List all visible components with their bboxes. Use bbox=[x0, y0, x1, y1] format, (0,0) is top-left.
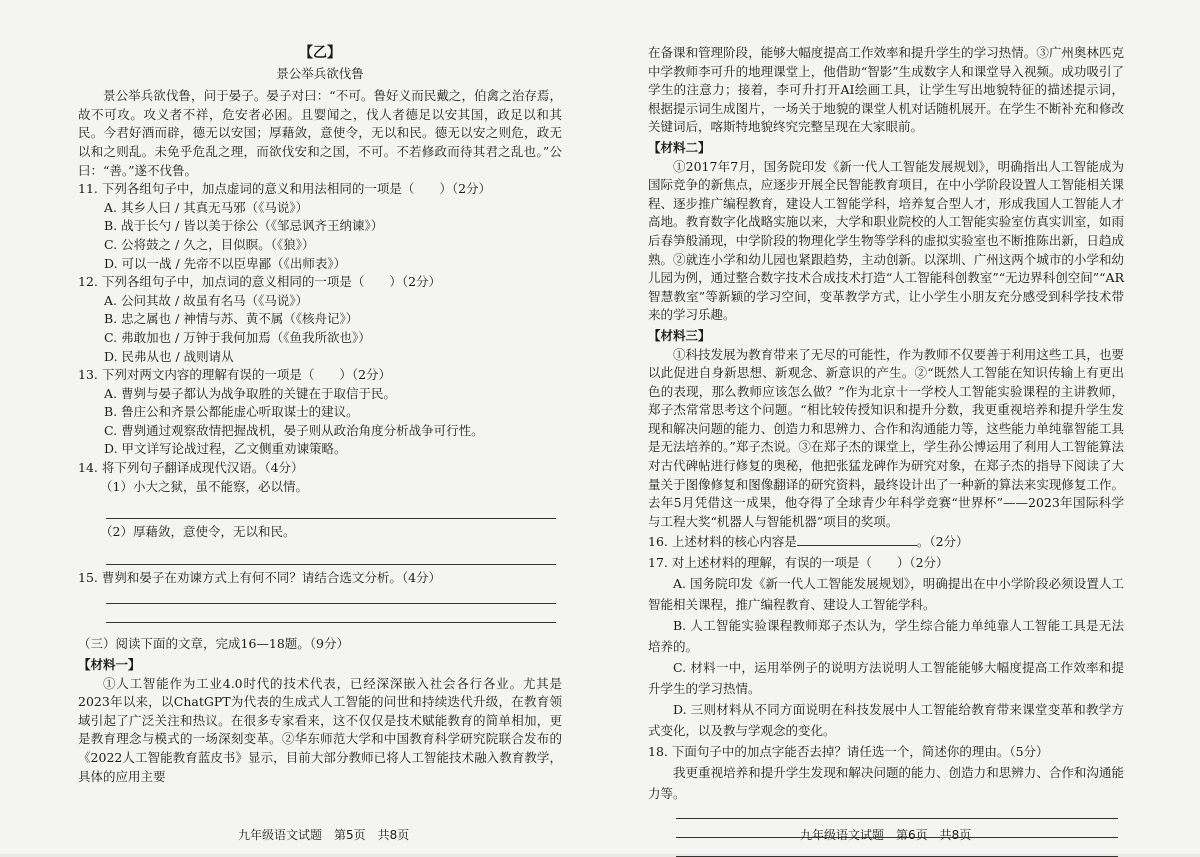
q12-option-a: A. 公问其故 / 故虽有名马（《马说》） bbox=[104, 292, 309, 308]
question-17: 17. 对上述材料的理解，有误的一项是（ ）（2分） bbox=[648, 555, 949, 571]
q16-stem: 16. 上述材料的核心内容是 bbox=[648, 534, 797, 550]
section-tag: 【乙】 bbox=[299, 45, 341, 61]
q17-option-b: B. 人工智能实验课程教师郑子杰认为，学生综合能力单纯靠人工智能工具是无法培养的。 bbox=[648, 618, 1124, 655]
question-11: 11. 下列各组句子中，加点虚词的意义和用法相同的一项是（ ）（2分） bbox=[78, 181, 492, 197]
question-16 bbox=[648, 531, 1124, 552]
q11-option-c: C. 公将鼓之 / 久之，目似瞑。（《狼》） bbox=[104, 236, 315, 252]
q16-answer-blank[interactable] bbox=[797, 533, 917, 546]
q17-option-d: D. 三则材料从不同方面说明在科技发展中人工智能给教育带来课堂变革和教学方式变化，以及教与学观念的变化。 bbox=[648, 702, 1124, 739]
q14-sentence-2: （2）厚藉敛，意使令，无以和民。 bbox=[100, 524, 296, 540]
question-18: 18. 下面句子中的加点字能否去掉？请任选一个，简述你的理由。（5分） bbox=[648, 744, 1049, 760]
q17-option-c: C. 材料一中，运用举例子的说明方法说明人工智能能够大幅度提高工作效率和提升学生的学习热情。 bbox=[648, 660, 1124, 697]
left-page bbox=[78, 40, 562, 786]
q14-sentence-1: （1）小大之狱，虽不能察，必以情。 bbox=[100, 478, 308, 494]
material-1-continued: 在备课和管理阶段，能够大幅度提高工作效率和提升学生的学习热情。③广州奥林匹克中学教师李可升的地理课堂上，他借助“智影”生成数字人和课堂导入视频。成功吸引了学生的注意力；接着，李可升打开AI绘画工具，让学生写出地貌特征的描述提示词，根据提示词生成图片，一场关于地貌的课堂人机对话随机展开。在学生不断补充和修改关键词后，喀斯特地貌终究完整呈现在大家眼前。 bbox=[648, 45, 1124, 135]
page-footer-right: 九年级语文试题 第6页 共8页 bbox=[800, 828, 972, 842]
q13-option-d: D. 甲文详写论战过程，乙文侧重劝谏策略。 bbox=[104, 441, 347, 457]
question-12: 12. 下列各组句子中，加点词的意义相同的一项是（ ）（2分） bbox=[78, 274, 442, 290]
material-3-text: ①科技发展为教育带来了无尽的可能性，作为教师不仅要善于利用这些工具，也要以此促进自身新思想、新观念、新意识的产生。②“既然人工智能在知识传输上有更出色的表现，那么教师应该怎么做？”作为北京十一学校人工智能实验课程的主讲教师，郑子杰常常思考这个问题。“相比较传授知识和提升分数，我更重视培养和提升学生发现和解决问题的能力、创造力和思辨力、合作和沟通能力等，这些能力单纯靠智能工具是无法培养的。”郑子杰说。③在郑子杰的课堂上，学生孙公博运用了利用人工智能算法对古代碑帖进行修复的奥秘，他把张猛龙碑作为研究对象，在郑子杰的指导下阅读了大量关于图像修复和图像翻译的研究资料，最终设计出了一种新的算法来实现修复工作。去年5月凭借这一成果，他夺得了全球青少年科学竞赛“世界杯”——2023年国际科学与工程大奖“机器人与智能机器”项目的奖项。 bbox=[648, 346, 1124, 529]
passage-title: 景公举兵欲伐鲁 bbox=[276, 65, 364, 81]
q18-sentence: 我更重视培养和提升学生发现和解决问题的能力、创造力和思辨力、合作和沟通能力等。 bbox=[648, 765, 1124, 802]
material-1-text: ①人工智能作为工业4.0时代的技术代表，已经深深嵌入社会各行各业。尤其是2023年以来，以ChatGPT为代表的生成式人工智能的问世和持续迭代升级，在教育领域引起了广泛关注和热议。在很多专家看来，这不仅仅是技术赋能教育的简单相加，更是教育理念与模式的一场深刻变革。②华东师范大学和中国教育科学研究院联合发布的《2022人工智能教育蓝皮书》显示，目前大部分教师已将人工智能技术融入教育教学，具体的应用主要 bbox=[78, 675, 562, 784]
material-3-heading: 【材料三】 bbox=[648, 327, 711, 343]
q11-option-a: A. 其乡人曰 / 其真无马邪（《马说》） bbox=[104, 199, 309, 215]
question-13: 13. 下列对两文内容的理解有误的一项是（ ）（2分） bbox=[78, 367, 392, 383]
q15-answer-line-2[interactable] bbox=[106, 604, 556, 623]
q18-answer-line-1[interactable] bbox=[676, 804, 1118, 819]
right-page bbox=[648, 44, 1124, 857]
page-footer-left: 九年级语文试题 第5页 共8页 bbox=[238, 828, 410, 842]
q14-answer-line-2[interactable] bbox=[106, 542, 556, 565]
question-15: 15. 曹刿和晏子在劝谏方式上有何不同？请结合选文分析。（4分） bbox=[78, 569, 442, 585]
q13-option-a: A. 曹刿与晏子都认为战争取胜的关键在于取信于民。 bbox=[104, 385, 396, 401]
section-3-heading: （三）阅读下面的文章，完成16—18题。（9分） bbox=[78, 636, 350, 652]
classical-passage: 景公举兵欲伐鲁，问于晏子。晏子对曰：“不可。鲁好义而民戴之，伯禽之治存焉，故不可攻。攻义者不祥，危安者必困。且婴闻之，伐人者德足以安其国，政足以和其民。今君好酒而辟，德无以安国；厚藉敛，意使令，无以和民。德无以安之则危，政无以和之则乱。未免乎危乱之理，而欲伐安和之国，不可。不若修政而待其君之乱也。”公曰：“善。”遂不伐鲁。 bbox=[78, 88, 562, 178]
q12-option-d: D. 民弗从也 / 战则请从 bbox=[104, 348, 234, 364]
material-1-heading: 【材料一】 bbox=[78, 657, 141, 673]
q12-option-c: C. 弗敢加也 / 万钟于我何加焉（《鱼我所欲也》） bbox=[104, 329, 371, 345]
q14-answer-line-1[interactable] bbox=[106, 496, 556, 519]
material-2-text: ①2017年7月，国务院印发《新一代人工智能发展规划》，明确指出人工智能成为国际竞争的新焦点，应逐步开展全民智能教育项目，在中小学阶段设置人工智能相关课程、逐步推广编程教育，建设人工智能学科，培养复合型人才，形成我国人工智能人才高地。教育数字化战略实施以来，大学和职业院校的人工智能实验室仿真实训室，如雨后春笋般涌现，中学阶段的物理化学生物等学科的虚拟实验室也不断推陈出新，日趋成熟。②就连小学和幼儿园也紧跟趋势，主动创新。以深圳、广州这两个城市的小学和幼儿园为例，通过整合数字技术合成技术打造“人工智能科创教室”“无边界科创空间”“AR智慧教室”等新颖的学习空间，变革教学方式，让小学生小朋友充分感受到科学技术带来的学习乐趣。 bbox=[648, 158, 1124, 323]
material-2-heading: 【材料二】 bbox=[648, 139, 711, 155]
q12-option-b: B. 忠之属也 / 神情与苏、黄不属（《核舟记》） bbox=[104, 311, 359, 327]
question-14: 14. 将下列句子翻译成现代汉语。（4分） bbox=[78, 460, 304, 476]
q15-answer-line-1[interactable] bbox=[106, 587, 556, 604]
q13-option-c: C. 曹刿通过观察敌情把握战机，晏子则从政治角度分析战争可行性。 bbox=[104, 422, 484, 438]
q13-option-b: B. 鲁庄公和齐景公都能虚心听取谋士的建议。 bbox=[104, 404, 359, 420]
q11-option-b: B. 战于长勺 / 皆以美于徐公（《邹忌讽齐王纳谏》） bbox=[104, 218, 384, 234]
q16-points: 。（2分） bbox=[916, 534, 969, 550]
q11-option-d: D. 可以一战 / 先帝不以臣卑鄙（《出师表》） bbox=[104, 255, 347, 271]
q17-option-a: A. 国务院印发《新一代人工智能发展规划》，明确提出在中小学阶段必须设置人工智能相关课程，推广编程教育、建设人工智能学科。 bbox=[648, 576, 1124, 613]
